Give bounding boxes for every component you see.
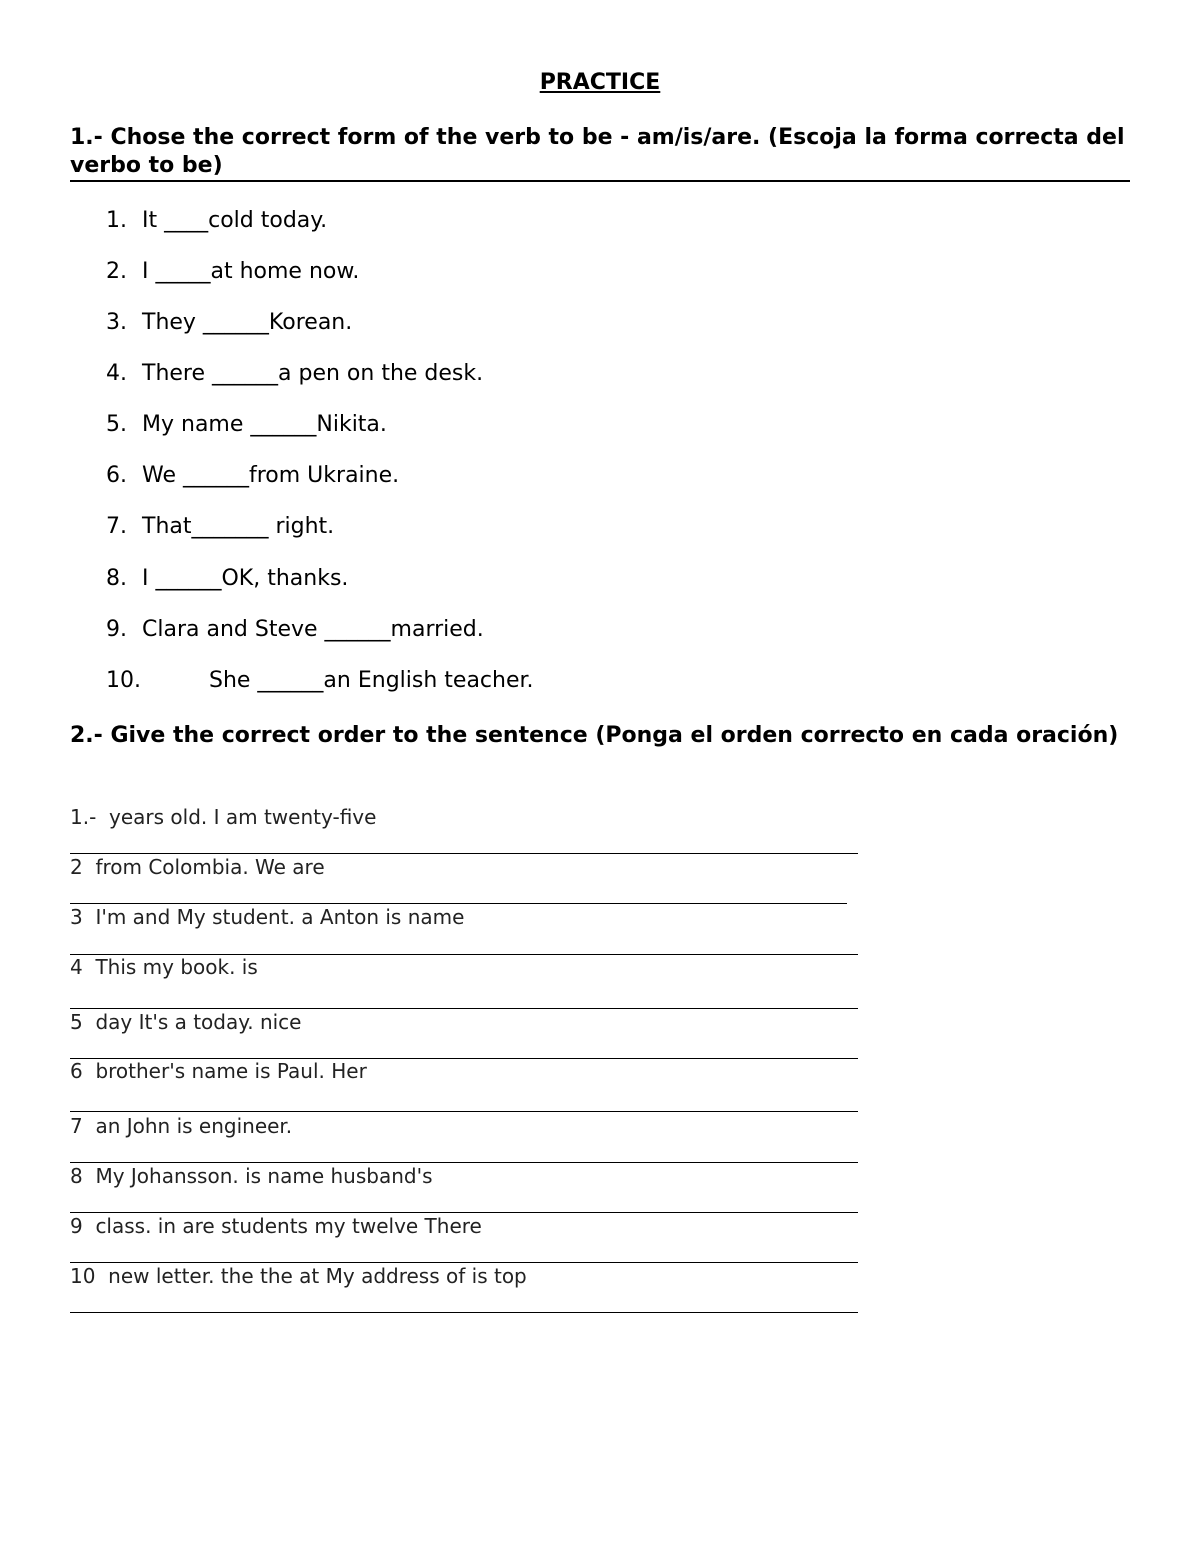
answer-line-1[interactable] bbox=[70, 853, 858, 854]
answer-line-4[interactable] bbox=[70, 1008, 858, 1009]
question-number: 2. bbox=[106, 259, 127, 284]
question-number: 9. bbox=[106, 617, 127, 642]
order-item-8: 8 My Johansson. is name husband's bbox=[70, 1164, 433, 1188]
order-item-9: 9 class. in are students my twelve There bbox=[70, 1214, 482, 1238]
question-3 bbox=[106, 309, 352, 337]
question-1 bbox=[106, 207, 327, 235]
question-number: 3. bbox=[106, 310, 127, 335]
order-item-3: 3 I'm and My student. a Anton is name bbox=[70, 905, 465, 929]
answer-line-10[interactable] bbox=[70, 1312, 858, 1313]
question-number: 5. bbox=[106, 412, 127, 437]
answer-line-7[interactable] bbox=[70, 1162, 858, 1163]
question-text: My name ______Nikita. bbox=[142, 412, 387, 437]
order-item-1: 1.- years old. I am twenty-five bbox=[70, 805, 377, 829]
question-5 bbox=[106, 411, 387, 439]
question-7 bbox=[106, 513, 334, 541]
answer-line-6[interactable] bbox=[70, 1111, 858, 1112]
question-9 bbox=[106, 616, 484, 644]
order-item-4: 4 This my book. is bbox=[70, 955, 258, 979]
answer-line-8[interactable] bbox=[70, 1212, 858, 1213]
question-text: We ______from Ukraine. bbox=[142, 463, 400, 488]
question-number: 10. bbox=[106, 668, 141, 693]
question-text: There ______a pen on the desk. bbox=[142, 361, 484, 386]
section-2-heading: 2.- Give the correct order to the sentence (Ponga el orden correcto en cada oración) bbox=[70, 723, 1119, 748]
question-text: Clara and Steve ______married. bbox=[142, 617, 484, 642]
order-item-5: 5 day It's a today. nice bbox=[70, 1010, 302, 1034]
order-item-7: 7 an John is engineer. bbox=[70, 1114, 293, 1138]
question-number: 7. bbox=[106, 514, 127, 539]
question-text: I _____at home now. bbox=[142, 259, 360, 284]
question-2 bbox=[106, 258, 359, 286]
question-text: They ______Korean. bbox=[142, 310, 353, 335]
question-text: She ______an English teacher. bbox=[209, 668, 534, 693]
section-1-heading: 1.- Chose the correct form of the verb to be - am/is/are. (Escoja la forma correcta del verbo to be) bbox=[70, 124, 1130, 182]
order-item-2: 2 from Colombia. We are bbox=[70, 855, 325, 879]
question-number: 1. bbox=[106, 208, 127, 233]
question-text: I ______OK, thanks. bbox=[142, 566, 349, 591]
order-item-10: 10 new letter. the the at My address of is top bbox=[70, 1264, 527, 1288]
page-title: PRACTICE bbox=[539, 70, 661, 95]
answer-line-2[interactable] bbox=[70, 903, 847, 904]
question-10 bbox=[106, 667, 534, 695]
question-text: It ____cold today. bbox=[142, 208, 328, 233]
question-6 bbox=[106, 462, 399, 490]
question-number: 4. bbox=[106, 361, 127, 386]
question-text: That_______ right. bbox=[142, 514, 335, 539]
question-number: 8. bbox=[106, 566, 127, 591]
question-4 bbox=[106, 360, 483, 388]
answer-line-9[interactable] bbox=[70, 1262, 858, 1263]
question-8 bbox=[106, 565, 348, 593]
question-number: 6. bbox=[106, 463, 127, 488]
order-item-6: 6 brother's name is Paul. Her bbox=[70, 1059, 367, 1083]
